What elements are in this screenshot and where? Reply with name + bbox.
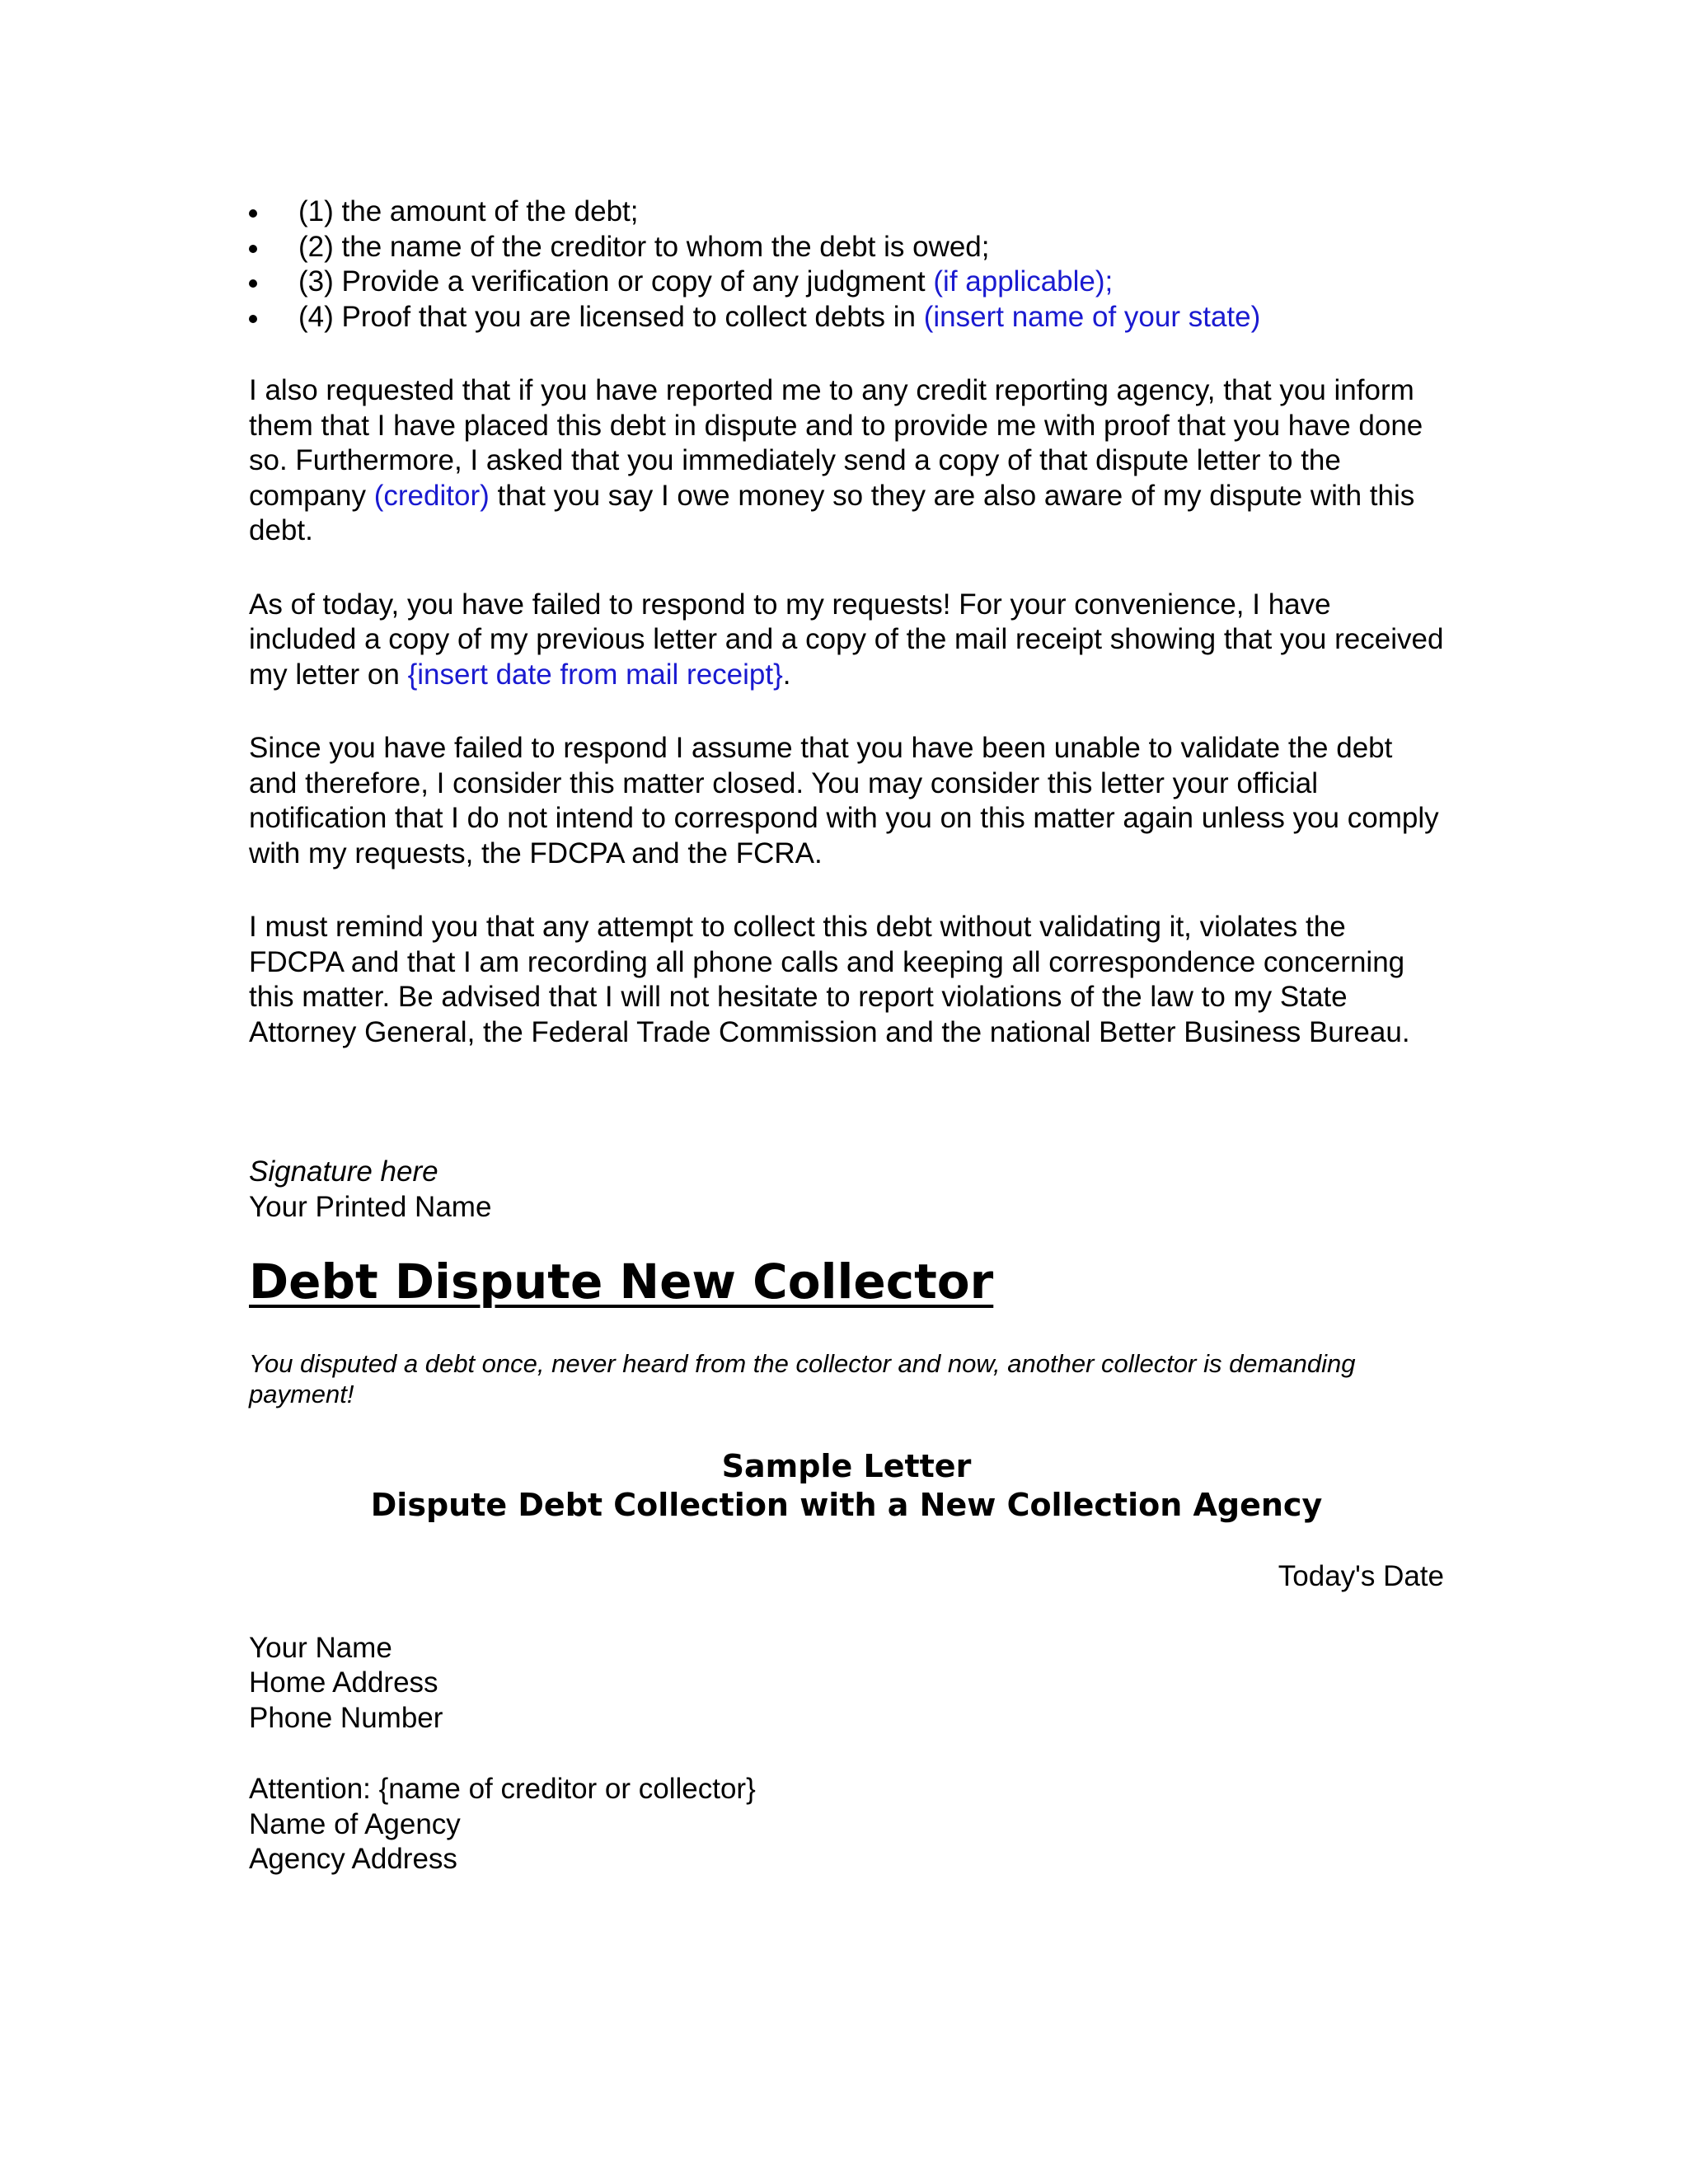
section-subtitle: You disputed a debt once, never heard from the collector and now, another collector is demanding payment! [249, 1349, 1356, 1408]
placeholder-text: (insert name of your state) [923, 300, 1261, 333]
sender-name: Your Name [249, 1631, 392, 1664]
recipient-agency-address: Agency Address [249, 1843, 457, 1875]
placeholder-text: {insert date from mail receipt} [407, 658, 783, 691]
recipient-address [249, 1772, 1444, 1877]
bullet-icon [249, 209, 257, 218]
recipient-agency: Name of Agency [249, 1807, 461, 1840]
recipient-attention: Attention: {name of creditor or collector} [249, 1773, 756, 1805]
placeholder-text: (creditor) [373, 479, 490, 512]
paragraph-matter-closed: Since you have failed to respond I assume that you have been unable to validate the debt and therefore, I consider this matter closed. You may consider this letter your official notification that I do not intend to correspond with you on this matter again unless you comply with my requests, the FDCPA and the FCRA. [249, 732, 1439, 869]
sample-letter-heading [249, 1447, 1444, 1525]
list-item: (3) Provide a verification or copy of any judgment (if applicable); [199, 265, 1444, 300]
paragraph-failed-to-respond: As of today, you have failed to respond to my requests! For your convenience, I have included a copy of my previous letter and a copy of the mail receipt showing that you received my letter on {insert date from mail receipt}. [249, 588, 1444, 691]
sample-heading-line2: Dispute Debt Collection with a New Collection Agency [370, 1487, 1323, 1523]
bullet-icon [249, 315, 257, 323]
sender-phone: Phone Number [249, 1701, 443, 1734]
list-item: (4) Proof that you are licensed to collect debts in (insert name of your state) [199, 300, 1444, 335]
section-title: Debt Dispute New Collector [249, 1254, 994, 1310]
letter-date: Today's Date [1278, 1560, 1444, 1592]
sender-home-address: Home Address [249, 1666, 438, 1699]
paragraph-credit-reporting: I also requested that if you have reported me to any credit reporting agency, that you inform them that I have placed this debt in dispute and to provide me with proof that you have done so. Furthermore, I asked that you immediately send a copy of that dispute letter to the company (creditor) that you say I owe money so they are also aware of my dispute with this debt. [249, 374, 1423, 546]
printed-name: Your Printed Name [249, 1190, 492, 1223]
sample-heading-line1: Sample Letter [721, 1448, 972, 1484]
document-page [249, 194, 1444, 1877]
bullet-icon [249, 245, 257, 253]
paragraph-reminder: I must remind you that any attempt to collect this debt without validating it, violates the FDCPA and that I am recording all phone calls and keeping all correspondence concerning this matter. Be advised that I will not hesitate to report violations of the law to my State Attorney General, the Federal Trade Commission and the national Better Business Bureau. [249, 911, 1410, 1048]
placeholder-text: (if applicable); [933, 265, 1114, 298]
signature-block [249, 1155, 1444, 1225]
bullet-icon [249, 279, 257, 288]
list-item: (1) the amount of the debt; [199, 194, 1444, 230]
signature-line: Signature here [249, 1155, 438, 1188]
request-list [249, 194, 1444, 335]
list-item: (2) the name of the creditor to whom the debt is owed; [199, 230, 1444, 265]
sender-address [249, 1631, 1444, 1736]
